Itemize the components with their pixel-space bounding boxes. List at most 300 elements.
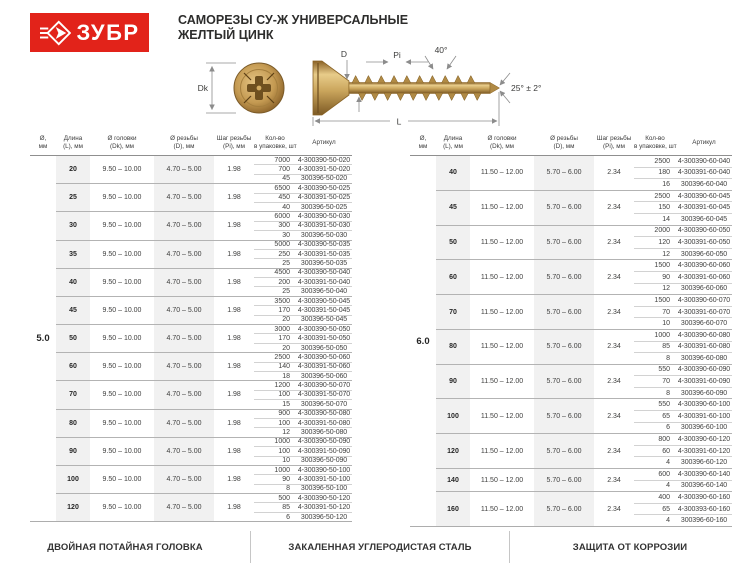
pack-quantity: 7000 xyxy=(274,156,290,164)
thread-diameter-cell: 4.70 – 5.00 xyxy=(154,297,214,324)
pack-quantity: 40 xyxy=(282,203,290,211)
article-number: 4-300391-50-120 xyxy=(297,504,351,512)
pack-list xyxy=(634,260,732,294)
length-cell: 100 xyxy=(56,466,90,493)
thread-pitch-cell: 2.34 xyxy=(607,378,621,386)
pack-list xyxy=(634,295,732,329)
thread-pitch-cell: 1.98 xyxy=(227,504,241,512)
column-header-line1: Ø, xyxy=(39,135,47,142)
article-number: 300396-60-060 xyxy=(680,285,728,293)
pack-row xyxy=(634,236,732,248)
pack-quantity: 2500 xyxy=(274,353,290,361)
size-group-row xyxy=(56,352,352,380)
pack-quantity: 4500 xyxy=(274,269,290,277)
pack-quantity: 90 xyxy=(662,273,670,281)
article-number: 4-300390-60-045 xyxy=(677,192,731,200)
pack-row xyxy=(254,286,352,295)
pack-list xyxy=(634,469,732,491)
pack-row xyxy=(634,248,732,260)
pack-quantity: 30 xyxy=(282,231,290,239)
head-diameter-cell: 11.50 – 12.00 xyxy=(480,476,524,484)
pack-quantity: 85 xyxy=(282,504,290,512)
pack-row xyxy=(254,343,352,352)
pack-quantity: 12 xyxy=(662,250,670,258)
pack-quantity: 20 xyxy=(282,344,290,352)
column-header-line2: (Pi), мм xyxy=(223,142,245,150)
pack-row xyxy=(254,333,352,342)
column-header xyxy=(594,135,634,150)
column-header-line2: (Pi), мм xyxy=(603,142,625,150)
pack-row xyxy=(254,484,352,493)
thread-diameter-cell: 5.70 – 6.00 xyxy=(534,156,594,190)
article-number: 300396-50-080 xyxy=(300,429,348,437)
length-cell: 100 xyxy=(436,399,470,433)
screw-diagram xyxy=(185,42,555,136)
pack-row xyxy=(634,341,732,353)
thread-pitch-cell: 2.34 xyxy=(607,238,621,246)
length-cell: 120 xyxy=(56,494,90,521)
pack-quantity: 8 xyxy=(666,389,670,397)
head-diameter-cell: 11.50 – 12.00 xyxy=(480,343,524,351)
table-body xyxy=(30,156,352,522)
pack-quantity: 100 xyxy=(278,419,290,427)
pack-row xyxy=(634,410,732,422)
head-diameter-cell: 9.50 – 10.00 xyxy=(102,222,142,230)
pack-quantity: 20 xyxy=(282,316,290,324)
thread-diameter-cell: 4.70 – 5.00 xyxy=(154,325,214,352)
pack-quantity: 1000 xyxy=(274,466,290,474)
head-diameter-cell: 9.50 – 10.00 xyxy=(102,419,142,427)
pack-quantity: 100 xyxy=(278,447,290,455)
head-diameter-cell: 9.50 – 10.00 xyxy=(102,250,142,258)
size-group-row xyxy=(436,329,732,364)
column-header-line2: (D), мм xyxy=(553,142,575,150)
tip-angle-label: 25° ± 2° xyxy=(511,83,542,93)
article-number: 4-300390-60-070 xyxy=(677,296,731,304)
pack-row xyxy=(634,260,732,271)
pack-list xyxy=(254,494,352,521)
pack-quantity: 450 xyxy=(278,194,290,202)
table-header-row xyxy=(410,130,732,156)
pack-list xyxy=(254,466,352,493)
article-number: 4-300390-50-080 xyxy=(297,410,351,418)
pack-row xyxy=(254,184,352,192)
thread-diameter-cell: 5.70 – 6.00 xyxy=(534,295,594,329)
pack-row xyxy=(254,362,352,371)
article-number: 300396-50-045 xyxy=(300,316,348,324)
screw-head-top-view xyxy=(234,63,284,113)
pack-quantity: 60 xyxy=(662,447,670,455)
pack-quantity: 150 xyxy=(658,204,670,212)
column-header-line2: (L), мм xyxy=(63,142,83,150)
column-header-line2: Артикул xyxy=(692,138,716,146)
pack-quantity: 70 xyxy=(662,378,670,386)
length-cell: 70 xyxy=(436,295,470,329)
pack-row xyxy=(634,365,732,376)
size-table-5mm xyxy=(30,130,352,522)
column-header-line2: в упаковке, шт xyxy=(634,142,677,150)
pack-row xyxy=(634,295,732,306)
thread-pitch-cell: 2.34 xyxy=(607,204,621,212)
thread-diameter-cell: 5.70 – 6.00 xyxy=(534,434,594,468)
pack-quantity: 8 xyxy=(286,485,290,493)
article-number: 4-300391-50-035 xyxy=(297,250,351,258)
size-group-row xyxy=(436,225,732,260)
article-number: 4-300391-50-040 xyxy=(297,278,351,286)
size-group-row xyxy=(436,468,732,491)
pack-row xyxy=(254,241,352,249)
thread-diameter-cell: 5.70 – 6.00 xyxy=(534,260,594,294)
pack-quantity: 550 xyxy=(658,401,670,409)
pack-row xyxy=(634,201,732,213)
pack-quantity: 400 xyxy=(658,494,670,502)
pack-row xyxy=(634,434,732,445)
article-number: 4-300390-50-030 xyxy=(297,213,351,221)
thread-pitch-cell: 1.98 xyxy=(227,194,241,202)
pack-row xyxy=(254,258,352,267)
pack-row xyxy=(634,330,732,341)
length-cell: 90 xyxy=(436,365,470,399)
column-header-line1: Ø головки xyxy=(487,135,517,142)
pack-quantity: 6 xyxy=(286,513,290,521)
column-header-line2: (Dk), мм xyxy=(109,142,135,150)
pack-row xyxy=(254,325,352,333)
pack-quantity: 25 xyxy=(282,259,290,267)
pack-quantity: 900 xyxy=(278,410,290,418)
pack-list xyxy=(634,434,732,468)
pack-row xyxy=(254,390,352,399)
pack-list xyxy=(254,269,352,296)
article-number: 4-300390-60-140 xyxy=(677,470,731,478)
pack-quantity: 600 xyxy=(658,470,670,478)
logo-text: ЗУБР xyxy=(76,19,140,45)
pack-quantity: 70 xyxy=(662,308,670,316)
pack-quantity: 170 xyxy=(278,335,290,343)
pack-quantity: 3500 xyxy=(274,297,290,305)
column-header-line1: Длина xyxy=(63,135,83,142)
pack-row xyxy=(634,422,732,434)
pack-quantity: 4 xyxy=(666,482,670,490)
pack-row xyxy=(254,164,352,173)
pack-quantity: 12 xyxy=(282,429,290,437)
diameter-label: 6.0 xyxy=(416,335,430,347)
dk-dimension-lines xyxy=(206,63,236,113)
pack-quantity: 3000 xyxy=(274,325,290,333)
pack-quantity: 15 xyxy=(282,400,290,408)
pack-quantity: 120 xyxy=(658,238,670,246)
pack-quantity: 2500 xyxy=(654,192,670,200)
thread-pitch-cell: 2.34 xyxy=(607,343,621,351)
article-number: 4-300391-60-070 xyxy=(677,308,731,316)
pack-row xyxy=(634,271,732,283)
article-number: 4-300390-60-090 xyxy=(677,366,731,374)
head-diameter-cell: 9.50 – 10.00 xyxy=(102,475,142,483)
pack-row xyxy=(254,446,352,455)
pack-quantity: 4 xyxy=(666,517,670,525)
pack-row xyxy=(254,193,352,202)
thread-diameter-cell: 4.70 – 5.00 xyxy=(154,494,214,521)
column-header-line1: Длина xyxy=(443,135,463,142)
thread-diameter-cell: 5.70 – 6.00 xyxy=(534,365,594,399)
pack-quantity: 65 xyxy=(662,412,670,420)
thread-pitch-cell: 1.98 xyxy=(227,391,241,399)
article-number: 4-300391-50-080 xyxy=(297,419,351,427)
pack-quantity: 8 xyxy=(666,354,670,362)
pack-row xyxy=(634,480,732,492)
pack-row xyxy=(634,317,732,329)
article-number: 300396-60-050 xyxy=(680,250,728,258)
pack-row xyxy=(254,466,352,474)
article-number: 4-300390-60-100 xyxy=(677,401,731,409)
pack-quantity: 18 xyxy=(282,372,290,380)
column-header-line2: Артикул xyxy=(312,138,336,146)
head-diameter-cell: 9.50 – 10.00 xyxy=(102,166,142,174)
thread-diameter-cell: 5.70 – 6.00 xyxy=(534,226,594,260)
article-number: 4-300390-50-120 xyxy=(297,494,351,502)
column-header xyxy=(534,135,594,150)
pack-row xyxy=(254,474,352,483)
pack-quantity: 2500 xyxy=(654,157,670,165)
pack-quantity: 14 xyxy=(662,215,670,223)
article-number: 4-300391-60-080 xyxy=(677,343,731,351)
pack-quantity: 1000 xyxy=(654,331,670,339)
head-diameter-cell: 9.50 – 10.00 xyxy=(102,447,142,455)
column-header-line2: (D), мм xyxy=(173,142,195,150)
size-group-row xyxy=(56,296,352,324)
thread-pitch-cell: 2.34 xyxy=(607,447,621,455)
column-header xyxy=(470,135,534,150)
pack-quantity: 550 xyxy=(658,366,670,374)
size-group-row xyxy=(436,398,732,433)
footer-feature xyxy=(509,531,750,563)
head-diameter-cell: 11.50 – 12.00 xyxy=(480,238,524,246)
pack-list xyxy=(634,399,732,433)
column-header xyxy=(30,135,56,150)
length-cell: 45 xyxy=(436,191,470,225)
article-number: 4-300391-60-090 xyxy=(677,378,731,386)
thread-angle-lines xyxy=(425,56,456,69)
pack-row xyxy=(634,352,732,364)
thread-pitch-cell: 1.98 xyxy=(227,419,241,427)
head-diameter-cell: 11.50 – 12.00 xyxy=(480,273,524,281)
pack-quantity: 25 xyxy=(282,288,290,296)
head-diameter-cell: 9.50 – 10.00 xyxy=(102,335,142,343)
pack-quantity: 5000 xyxy=(274,241,290,249)
length-cell: 25 xyxy=(56,184,90,211)
article-number: 4-300391-60-050 xyxy=(677,238,731,246)
article-number: 4-300390-50-020 xyxy=(297,156,351,164)
article-number: 300396-60-090 xyxy=(680,389,728,397)
pack-row xyxy=(254,502,352,511)
thread-diameter-cell: 4.70 – 5.00 xyxy=(154,156,214,183)
head-diameter-cell: 11.50 – 12.00 xyxy=(480,412,524,420)
thread-pitch-cell: 1.98 xyxy=(227,166,241,174)
article-number: 300396-60-040 xyxy=(680,180,728,188)
size-group-row xyxy=(56,211,352,239)
screw-side-view xyxy=(313,61,500,115)
size-table-6mm xyxy=(410,130,732,527)
footer-feature xyxy=(0,531,250,563)
pack-quantity: 300 xyxy=(278,222,290,230)
article-number: 300396-60-045 xyxy=(680,215,728,223)
column-header-line1: Ø резьбы xyxy=(550,135,578,142)
pack-row xyxy=(254,212,352,220)
thread-diameter-cell: 4.70 – 5.00 xyxy=(154,410,214,437)
article-number: 300396-60-070 xyxy=(680,320,728,328)
head-diameter-cell: 9.50 – 10.00 xyxy=(102,504,142,512)
article-number: 4-300391-60-060 xyxy=(677,273,731,281)
pack-quantity: 12 xyxy=(662,285,670,293)
column-header-line1: Шаг резьбы xyxy=(216,135,252,142)
article-number: 4-300390-60-120 xyxy=(677,436,731,444)
pack-list xyxy=(254,410,352,437)
pack-row xyxy=(634,375,732,387)
pack-row xyxy=(254,353,352,361)
column-header-line2: мм xyxy=(418,142,428,150)
table-header-row xyxy=(30,130,352,156)
article-number: 4-300390-50-050 xyxy=(297,325,351,333)
pack-row xyxy=(634,492,732,503)
article-number: 4-300391-50-070 xyxy=(297,391,351,399)
thread-pitch-cell: 2.34 xyxy=(607,308,621,316)
pack-row xyxy=(254,269,352,277)
pack-quantity: 10 xyxy=(662,320,670,328)
pack-quantity: 1500 xyxy=(654,262,670,270)
article-number: 300396-50-060 xyxy=(300,372,348,380)
length-cell: 70 xyxy=(56,381,90,408)
length-cell: 40 xyxy=(56,269,90,296)
pack-row xyxy=(634,469,732,480)
thread-pitch-cell: 2.34 xyxy=(607,273,621,281)
thread-diameter-cell: 4.70 – 5.00 xyxy=(154,466,214,493)
column-header xyxy=(214,135,254,150)
pack-row xyxy=(634,167,732,179)
thread-diameter-cell: 5.70 – 6.00 xyxy=(534,492,594,526)
pack-list xyxy=(254,212,352,239)
pack-quantity: 10 xyxy=(282,457,290,465)
pack-row xyxy=(634,456,732,468)
head-diameter-cell: 9.50 – 10.00 xyxy=(102,391,142,399)
pack-quantity: 6 xyxy=(666,424,670,432)
head-diameter-cell: 11.50 – 12.00 xyxy=(480,447,524,455)
column-header-line1: Кол-во xyxy=(265,135,285,142)
length-cell: 90 xyxy=(56,438,90,465)
pack-quantity: 1500 xyxy=(654,296,670,304)
pack-row xyxy=(634,387,732,399)
pack-row xyxy=(254,371,352,380)
pack-list xyxy=(254,438,352,465)
thread-pitch-cell: 2.34 xyxy=(607,505,621,513)
pack-row xyxy=(254,202,352,211)
pack-list xyxy=(634,226,732,260)
column-header xyxy=(634,135,676,150)
thread-pitch-cell: 1.98 xyxy=(227,475,241,483)
thread-pitch-cell: 1.98 xyxy=(227,335,241,343)
pack-row xyxy=(254,410,352,418)
pack-row xyxy=(634,226,732,237)
article-number: 300396-50-050 xyxy=(300,344,348,352)
size-group-row xyxy=(436,259,732,294)
footer-feature-label: ЗАКАЛЕННАЯ УГЛЕРОДИСТАЯ СТАЛЬ xyxy=(288,541,472,553)
article-number: 4-300391-60-100 xyxy=(677,412,731,420)
thread-angle-label: 40° xyxy=(434,45,448,55)
size-group-row xyxy=(56,409,352,437)
pack-quantity: 6000 xyxy=(274,213,290,221)
article-number: 300396-50-070 xyxy=(300,400,348,408)
head-diameter-cell: 11.50 – 12.00 xyxy=(480,505,524,513)
pack-quantity: 45 xyxy=(282,175,290,183)
head-diameter-cell: 9.50 – 10.00 xyxy=(102,306,142,314)
thread-pitch-cell: 1.98 xyxy=(227,278,241,286)
head-diameter-cell: 11.50 – 12.00 xyxy=(480,308,524,316)
pack-quantity: 500 xyxy=(278,494,290,502)
thread-diameter-cell: 5.70 – 6.00 xyxy=(534,399,594,433)
footer-feature xyxy=(250,531,509,563)
pack-list xyxy=(634,365,732,399)
column-header xyxy=(254,135,296,150)
article-number: 4-300390-50-100 xyxy=(297,466,351,474)
length-cell: 35 xyxy=(56,241,90,268)
article-number: 4-300390-50-035 xyxy=(297,241,351,249)
pack-row xyxy=(254,494,352,502)
length-cell: 20 xyxy=(56,156,90,183)
article-number: 300396-50-120 xyxy=(300,513,348,521)
thread-diameter-cell: 4.70 – 5.00 xyxy=(154,212,214,239)
thread-pitch-cell: 2.34 xyxy=(607,476,621,484)
zubr-arrow-icon xyxy=(39,18,71,48)
length-cell: 80 xyxy=(56,410,90,437)
size-group-row xyxy=(56,465,352,493)
column-header xyxy=(56,135,90,150)
pack-row xyxy=(254,249,352,258)
pack-list xyxy=(254,297,352,324)
pack-list xyxy=(634,492,732,526)
thread-pitch-cell: 1.98 xyxy=(227,363,241,371)
pack-quantity: 16 xyxy=(662,180,670,188)
pack-list xyxy=(254,241,352,268)
pack-row xyxy=(634,213,732,225)
pack-row xyxy=(254,315,352,324)
article-number: 4-300391-60-120 xyxy=(677,447,731,455)
diameter-label: 5.0 xyxy=(36,333,50,345)
article-number: 4-300391-60-045 xyxy=(677,204,731,212)
pack-quantity: 700 xyxy=(278,166,290,174)
head-diameter-cell: 11.50 – 12.00 xyxy=(480,169,524,177)
thread-diameter-cell: 4.70 – 5.00 xyxy=(154,353,214,380)
pack-row xyxy=(634,191,732,202)
pack-list xyxy=(254,156,352,183)
article-number: 4-300390-50-090 xyxy=(297,438,351,446)
pack-row xyxy=(254,174,352,183)
column-header-line1: Ø головки xyxy=(107,135,137,142)
article-number: 4-300390-50-060 xyxy=(297,353,351,361)
head-diameter-cell: 11.50 – 12.00 xyxy=(480,204,524,212)
dk-label: Dk xyxy=(197,83,208,93)
article-number: 4-300390-50-040 xyxy=(297,269,351,277)
size-group-row xyxy=(436,364,732,399)
table-body xyxy=(410,156,732,527)
head-diameter-cell: 11.50 – 12.00 xyxy=(480,378,524,386)
pack-row xyxy=(254,438,352,446)
pack-quantity: 6500 xyxy=(274,184,290,192)
pack-quantity: 250 xyxy=(278,250,290,258)
pack-quantity: 4 xyxy=(666,459,670,467)
size-group-row xyxy=(56,156,352,183)
length-cell: 30 xyxy=(56,212,90,239)
size-group-row xyxy=(436,491,732,526)
length-cell: 60 xyxy=(436,260,470,294)
head-diameter-cell: 9.50 – 10.00 xyxy=(102,363,142,371)
